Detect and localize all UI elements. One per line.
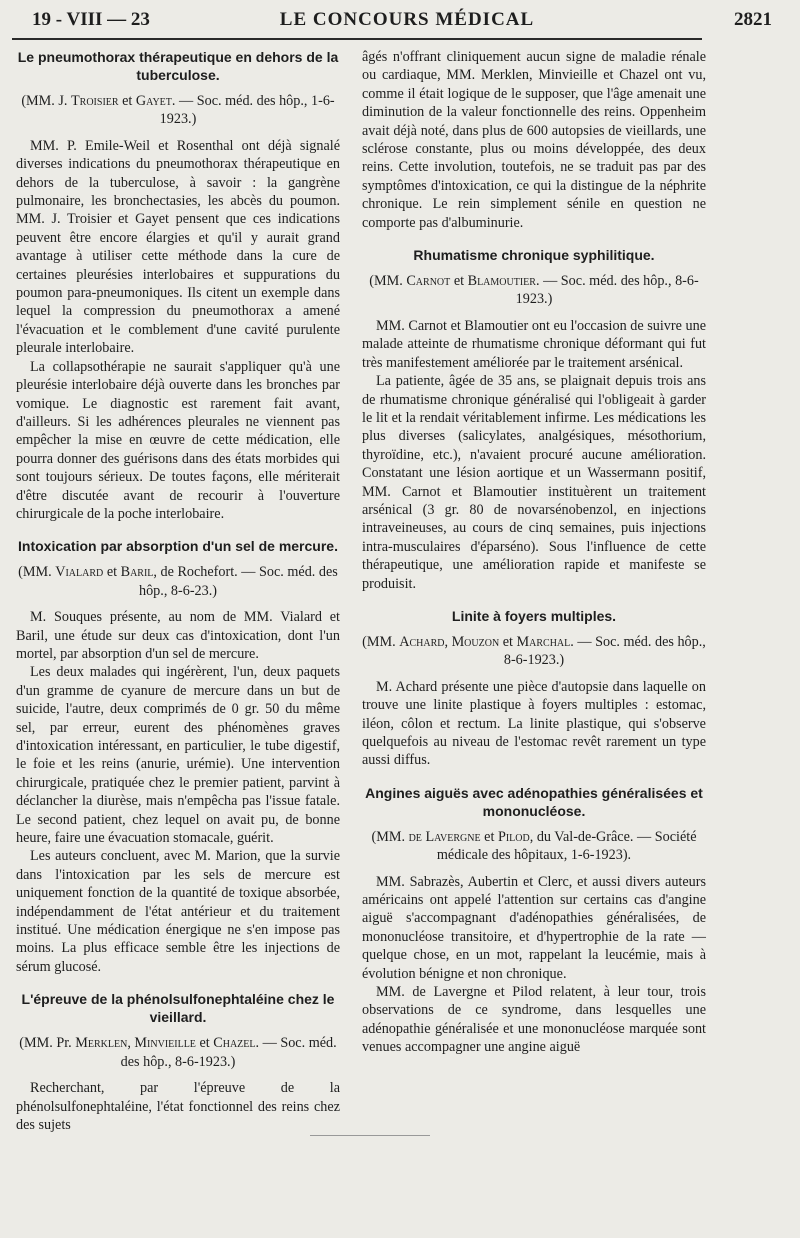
article-paragraph: MM. de Lavergne et Pilod relatent, à leur tour, trois observations de ce syndrome, dans lesquelles une adénopathie généralisée et une mononucléose marquée sont venues accompagner une angine aiguë [362,984,706,1056]
article-title: Intoxication par absorption d'un sel de mercure. [18,538,338,555]
article-mercure [16,537,340,976]
article-title: Angines aiguës avec adénopathies généralisées et mononucléose. [365,784,703,819]
article-reference: (MM. J. Troisier et Gayet. — Soc. méd. des hôp., 1-6-1923.) [21,93,335,128]
article-reference: (MM. de Lavergne et Pilod, du Val-de-Grâce. — Société médicale des hôpitaux, 1-6-1923). [371,828,697,864]
article-reference: (MM. Vialard et Baril, de Rochefort. — Soc. méd. des hôp., 8-6-23.) [18,564,338,599]
running-header [22,6,792,36]
footer-rule [310,1135,430,1136]
article-angines [362,784,706,1057]
header-rule [12,38,702,40]
article-paragraph: Recherchant, par l'épreuve de la phénolsulfonephtaléine, l'état fonctionnel des reins chez des sujets [16,1080,340,1133]
article-title: Rhumatisme chronique syphilitique. [413,247,655,264]
article-pneumothorax [16,48,340,523]
article-title: L'épreuve de la phénolsulfonephtaléine chez le vieillard. [21,991,335,1026]
journal-title: LE CONCOURS MÉDICAL [279,9,535,30]
article-title: Linite à foyers multiples. [451,607,617,624]
article-paragraph: M. Souques présente, au nom de MM. Vialard et Baril, une étude sur deux cas d'intoxication, dont l'un mortel, par absorption d'un sel de mercure. [16,609,340,662]
article-paragraph: M. Achard présente une pièce d'autopsie dans laquelle on trouve une linite plastique à foyers multiples : estomac, iléon, côlon et rectum. La linite plastique, qui s'observe quelquefois au niveau de l'estomac revêt rarement un type aussi diffus. [362,678,706,769]
page-number: 2821 [734,9,772,30]
left-column [16,48,340,1134]
article-paragraph: MM. Sabrazès, Aubertin et Clerc, et aussi divers auteurs américains ont appelé l'attention sur certains cas d'angine aiguë s'accompagnant d'adénopathies généralisées, de mononucléose transitoire, et d'hypertrophie de la rate — quelque chose, en un mot, rappelant la leucémie, mais à évolution bénigne et non chronique. [362,873,706,982]
article-reference: (MM. Carnot et Blamoutier. — Soc. méd. des hôp., 8-6-1923.) [369,273,699,308]
header-date: 19 - VIII — 23 [32,9,150,30]
article-paragraph: La collapsothérapie ne saurait s'appliquer qu'à une pleurésie interlobaire déjà ouverte dans les bronches par vomique. Le diagnostic est rarement fait avant, d'ailleurs. Si les adhérences pleurales ne viennent pas empêcher la mise en œuvre de cette médication, elle pourra donner des guérisons dans des états morbides qui sont toujours sérieux. De toutes façons, elle mériterait d'être discutée avant de recourir à l'ouverture chirurgicale de la poche interlobaire. [16,358,340,522]
article-reference: (MM. Achard, Mouzon et Marchal. — Soc. méd. des hôp., 8-6-1923.) [362,633,706,669]
article-linite [362,607,706,770]
article-reference: (MM. Pr. Merklen, Minvieille et Chazel. — Soc. méd. des hôp., 8-6-1923.) [19,1035,337,1070]
article-paragraph: La patiente, âgée de 35 ans, se plaignait depuis trois ans de rhumatisme chronique généralisé qui l'obligeait à garder le lit et la rendait véritablement infirme. Les médications les plus diverses (salicylates, analgésiques, mésothorium, thyroïdine, etc.), n'avaient procuré aucune amélioration. Constatant une lésion aortique et un Wassermann positif, MM. Carnot et Blamoutier instituèrent un traitement arsénical (3 gr. 80 de novarsénobenzol, en injections intraveineuses, au cours de cinq semaines, puis injections intra-musculaires d'éparséno). Sous l'influence de cette thérapeutique, une amélioration rapide et manifeste se produisit. [362,373,706,592]
article-paragraph: MM. P. Emile-Weil et Rosenthal ont déjà signalé diverses indications du pneumothorax thérapeutique en dehors de la tuberculose, à savoir : la gangrène pulmonaire, les bronchectasies, les abcès du poumon. MM. J. Troisier et Gayet pensent que ces indications peuvent être encore élargies et qu'il y aurait grand avantage à utiliser cette méthode dans la cure de certaines pleurésies interlobaires et suppurations du poumon para-pneumoniques. Ils citent un exemple dans lequel la compression du pneumothorax a amené l'évacuation et le comblement d'une cavité purulente pleurale interlobaire. [16,137,340,357]
article-phenolsulfonephtaleine [16,990,340,1134]
article-paragraph: Les auteurs concluent, avec M. Marion, que la survie dans l'intoxication par les sels de mercure est uniquement fonction de la quantité de toxique absorbée, indépendamment de l'état antérieur et du traitement institué. Une médication énergique ne s'en impose pas moins. La plus efficace semble être les injections de sérum glucosé. [16,848,340,975]
continued-paragraph: âgés n'offrant cliniquement aucun signe de maladie rénale ou cardiaque, MM. Merklen, Minvieille et Chazel ont vu, comme il était logique de le supposer, que l'âge amenait une diminution de la valeur fonctionnelle des reins. Oppenheim avait déjà noté, dans plus de 600 autopsies de vieillards, une sclérose constante, plus ou moins développée, des deux reins. Cette involution, toutefois, ne se traduit pas par des symptômes d'intoxication, ce qui la distingue de la néphrite chronique. Le rein simplement sénile en question ne comporte pas d'albuminurie. [362,49,706,231]
right-column [362,48,706,1057]
article-paragraph: Les deux malades qui ingérèrent, l'un, deux paquets d'un gramme de cyanure de mercure dans un but de suicide, l'autre, deux comprimés de 0 gr. 50 du même sel, par erreur, eurent des phénomènes graves d'intoxication intéressant, en particulier, le tube digestif, le foie et les reins (anurie, urémie). Une intervention chirurgicale, pratiquée chez le premier patient, parvint à déclancher la diurèse, mais n'empêcha pas l'issue fatale. Le second patient, chez lequel on avait pu, de bonne heure, faire une évacuation stomacale, guérit. [16,664,340,847]
article-title: Le pneumothorax thérapeutique en dehors de la tuberculose. [17,49,339,83]
article-paragraph: MM. Carnot et Blamoutier ont eu l'occasion de suivre une malade atteinte de rhumatisme chronique déformant qui fut très manifestement améliorée par le traitement arsénical. [362,317,706,371]
article-rhumatisme [362,246,706,593]
